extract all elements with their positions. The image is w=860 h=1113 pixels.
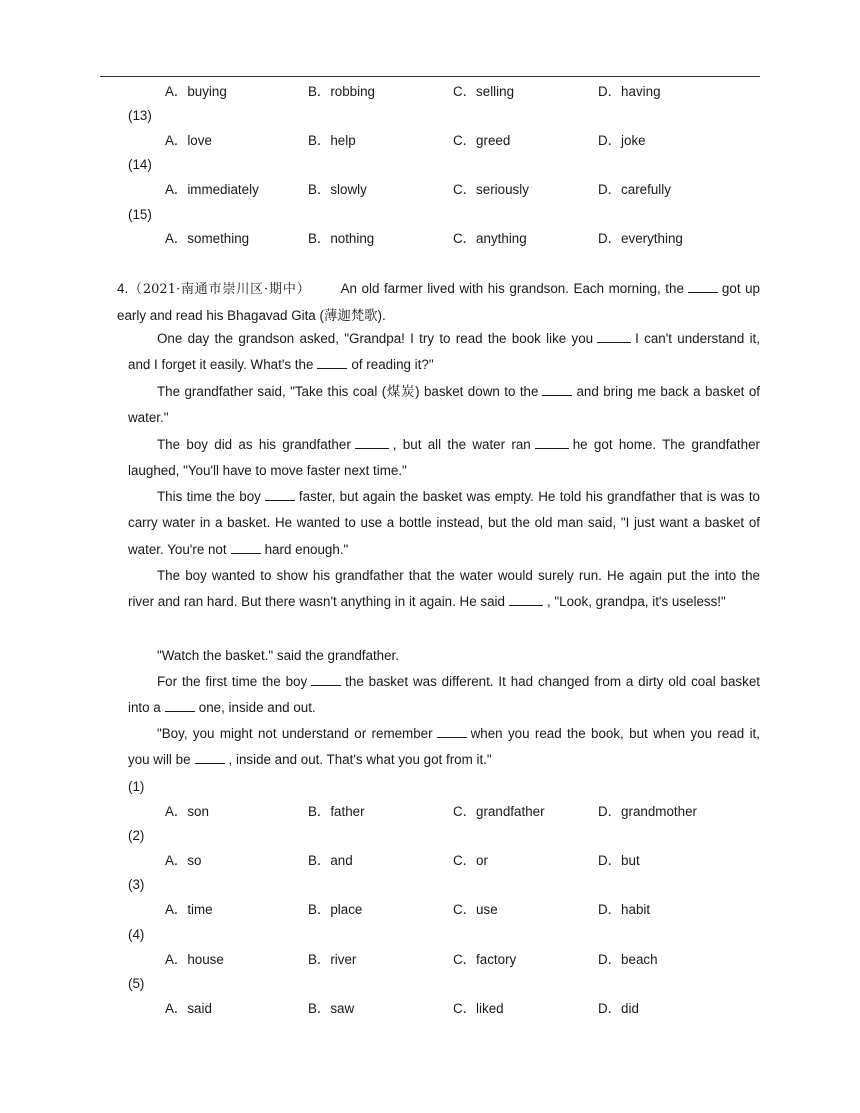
blank-13[interactable] <box>195 751 225 764</box>
passage-text: and bring me back a basket of water." <box>128 384 760 426</box>
passage-text: The boy wanted to show his grandfather that the water would surely run. He again put the into the river and ran hard. But there wasn't anything in it again. He said <box>128 568 760 610</box>
option-d[interactable]: D．everything <box>598 231 683 246</box>
blank-5[interactable] <box>355 436 389 449</box>
passage-paragraph-7 <box>128 643 760 669</box>
option-c[interactable]: C．use <box>453 902 498 917</box>
passage-text: The grandfather said, "Take this coal (煤炭) basket down to the <box>157 384 539 399</box>
passage-text: got up early and read his Bhagavad Gita (薄迦梵歌). <box>117 281 761 324</box>
blank-11[interactable] <box>165 699 195 712</box>
question-number: 4. <box>117 281 129 296</box>
option-d[interactable]: D．did <box>598 1001 639 1016</box>
option-d[interactable]: D．carefully <box>598 182 671 197</box>
options-row-1 <box>165 802 765 822</box>
passage-text: An old farmer lived with his grandson. Each morning, the <box>340 281 684 296</box>
passage-text: , but all the water ran <box>392 437 531 452</box>
blank-8[interactable] <box>231 541 261 554</box>
passage-paragraph-5 <box>128 484 760 563</box>
option-c[interactable]: C．greed <box>453 133 511 148</box>
options-row-5 <box>165 999 765 1019</box>
option-b[interactable]: B．help <box>308 133 356 148</box>
options-row-3 <box>165 900 765 920</box>
passage-text: "Watch the basket." said the grandfather. <box>157 648 399 663</box>
blank-12[interactable] <box>437 725 467 738</box>
blank-2[interactable] <box>597 330 631 343</box>
sub-question-number: (2) <box>128 828 145 843</box>
options-row-q15 <box>165 229 765 249</box>
passage-text: "Boy, you might not understand or remember <box>157 726 433 741</box>
options-row-2 <box>165 851 765 871</box>
option-d[interactable]: D．grandmother <box>598 804 697 819</box>
option-b[interactable]: B．saw <box>308 1001 355 1016</box>
passage-text: the basket was different. It had changed from a dirty old coal basket into a <box>128 674 760 716</box>
sub-question-number: (1) <box>128 779 145 794</box>
passage-text: he got home. The grandfather laughed, "You'll have to move faster next time." <box>128 437 760 479</box>
passage-paragraph-8 <box>128 669 760 722</box>
option-c[interactable]: C．seriously <box>453 182 529 197</box>
option-c[interactable]: C．anything <box>453 231 527 246</box>
blank-3[interactable] <box>317 356 347 369</box>
option-a[interactable]: A．buying <box>165 84 227 99</box>
sub-question-number: (13) <box>128 108 152 123</box>
sub-question-number: (5) <box>128 976 145 991</box>
option-b[interactable]: B．nothing <box>308 231 375 246</box>
question-source: （2021·南通市崇川区·期中） <box>128 282 311 297</box>
option-a[interactable]: A．time <box>165 902 213 917</box>
blank-6[interactable] <box>535 436 569 449</box>
passage-text: one, inside and out. <box>198 700 316 716</box>
option-d[interactable]: D．having <box>598 84 661 99</box>
option-c[interactable]: C．factory <box>453 952 517 967</box>
option-d[interactable]: D．joke <box>598 133 646 148</box>
blank-4[interactable] <box>542 383 572 396</box>
passage-text: , inside and out. That's what you got from it." <box>228 752 492 768</box>
passage-paragraph-3 <box>128 379 760 432</box>
passage-paragraph-6 <box>128 563 760 616</box>
passage-paragraph-4 <box>128 432 760 485</box>
question-4-paragraph-1 <box>117 276 760 330</box>
passage-text: For the first time the boy <box>157 674 308 689</box>
option-b[interactable]: B．father <box>308 804 365 819</box>
option-a[interactable]: A．love <box>165 133 212 148</box>
passage-text: faster, but again the basket was empty. He told his grandfather that is was to carry water in a basket. He wanted to use a bottle instead, but the old man said, "I just want a basket of water. You're not <box>128 489 760 557</box>
option-b[interactable]: B．and <box>308 853 353 868</box>
options-row-q12 <box>165 82 765 102</box>
option-b[interactable]: B．robbing <box>308 84 375 99</box>
sub-question-number: (3) <box>128 877 145 892</box>
option-c[interactable]: C．selling <box>453 84 515 99</box>
passage-text: One day the grandson asked, "Grandpa! I try to read the book like you <box>157 331 594 346</box>
option-a[interactable]: A．something <box>165 231 250 246</box>
passage-text: This time the boy <box>157 489 261 504</box>
header-rule <box>100 76 760 77</box>
option-d[interactable]: D．habit <box>598 902 651 917</box>
passage-text: The boy did as his grandfather <box>157 437 351 452</box>
option-b[interactable]: B．river <box>308 952 357 967</box>
option-b[interactable]: B．slowly <box>308 182 367 197</box>
option-a[interactable]: A．said <box>165 1001 212 1016</box>
passage-text: when you read the book, but when you read it, you will be <box>128 726 760 768</box>
passage-paragraph-9 <box>128 721 760 774</box>
sub-question-number: (15) <box>128 207 152 222</box>
passage-text: hard enough." <box>264 541 349 557</box>
blank-10[interactable] <box>311 673 341 686</box>
option-a[interactable]: A．house <box>165 952 224 967</box>
option-a[interactable]: A．immediately <box>165 182 259 197</box>
blank-9[interactable] <box>509 593 543 606</box>
option-a[interactable]: A．son <box>165 804 209 819</box>
passage-text: I can't understand it, and I forget it easily. What's the <box>128 331 760 373</box>
passage-text: , "Look, grandpa, it's useless!" <box>546 594 726 610</box>
option-c[interactable]: C．liked <box>453 1001 504 1016</box>
options-row-q13 <box>165 131 765 151</box>
passage-text: of reading it?" <box>351 357 434 373</box>
options-row-q14 <box>165 180 765 200</box>
passage-paragraph-2 <box>128 326 760 379</box>
sub-question-number: (14) <box>128 157 152 172</box>
option-a[interactable]: A．so <box>165 853 202 868</box>
blank-7[interactable] <box>265 488 295 501</box>
option-c[interactable]: C．grandfather <box>453 804 545 819</box>
option-c[interactable]: C．or <box>453 853 488 868</box>
options-row-4 <box>165 950 765 970</box>
option-d[interactable]: D．beach <box>598 952 658 967</box>
option-b[interactable]: B．place <box>308 902 363 917</box>
sub-question-number: (4) <box>128 927 145 942</box>
blank-1[interactable] <box>688 280 718 293</box>
option-d[interactable]: D．but <box>598 853 640 868</box>
